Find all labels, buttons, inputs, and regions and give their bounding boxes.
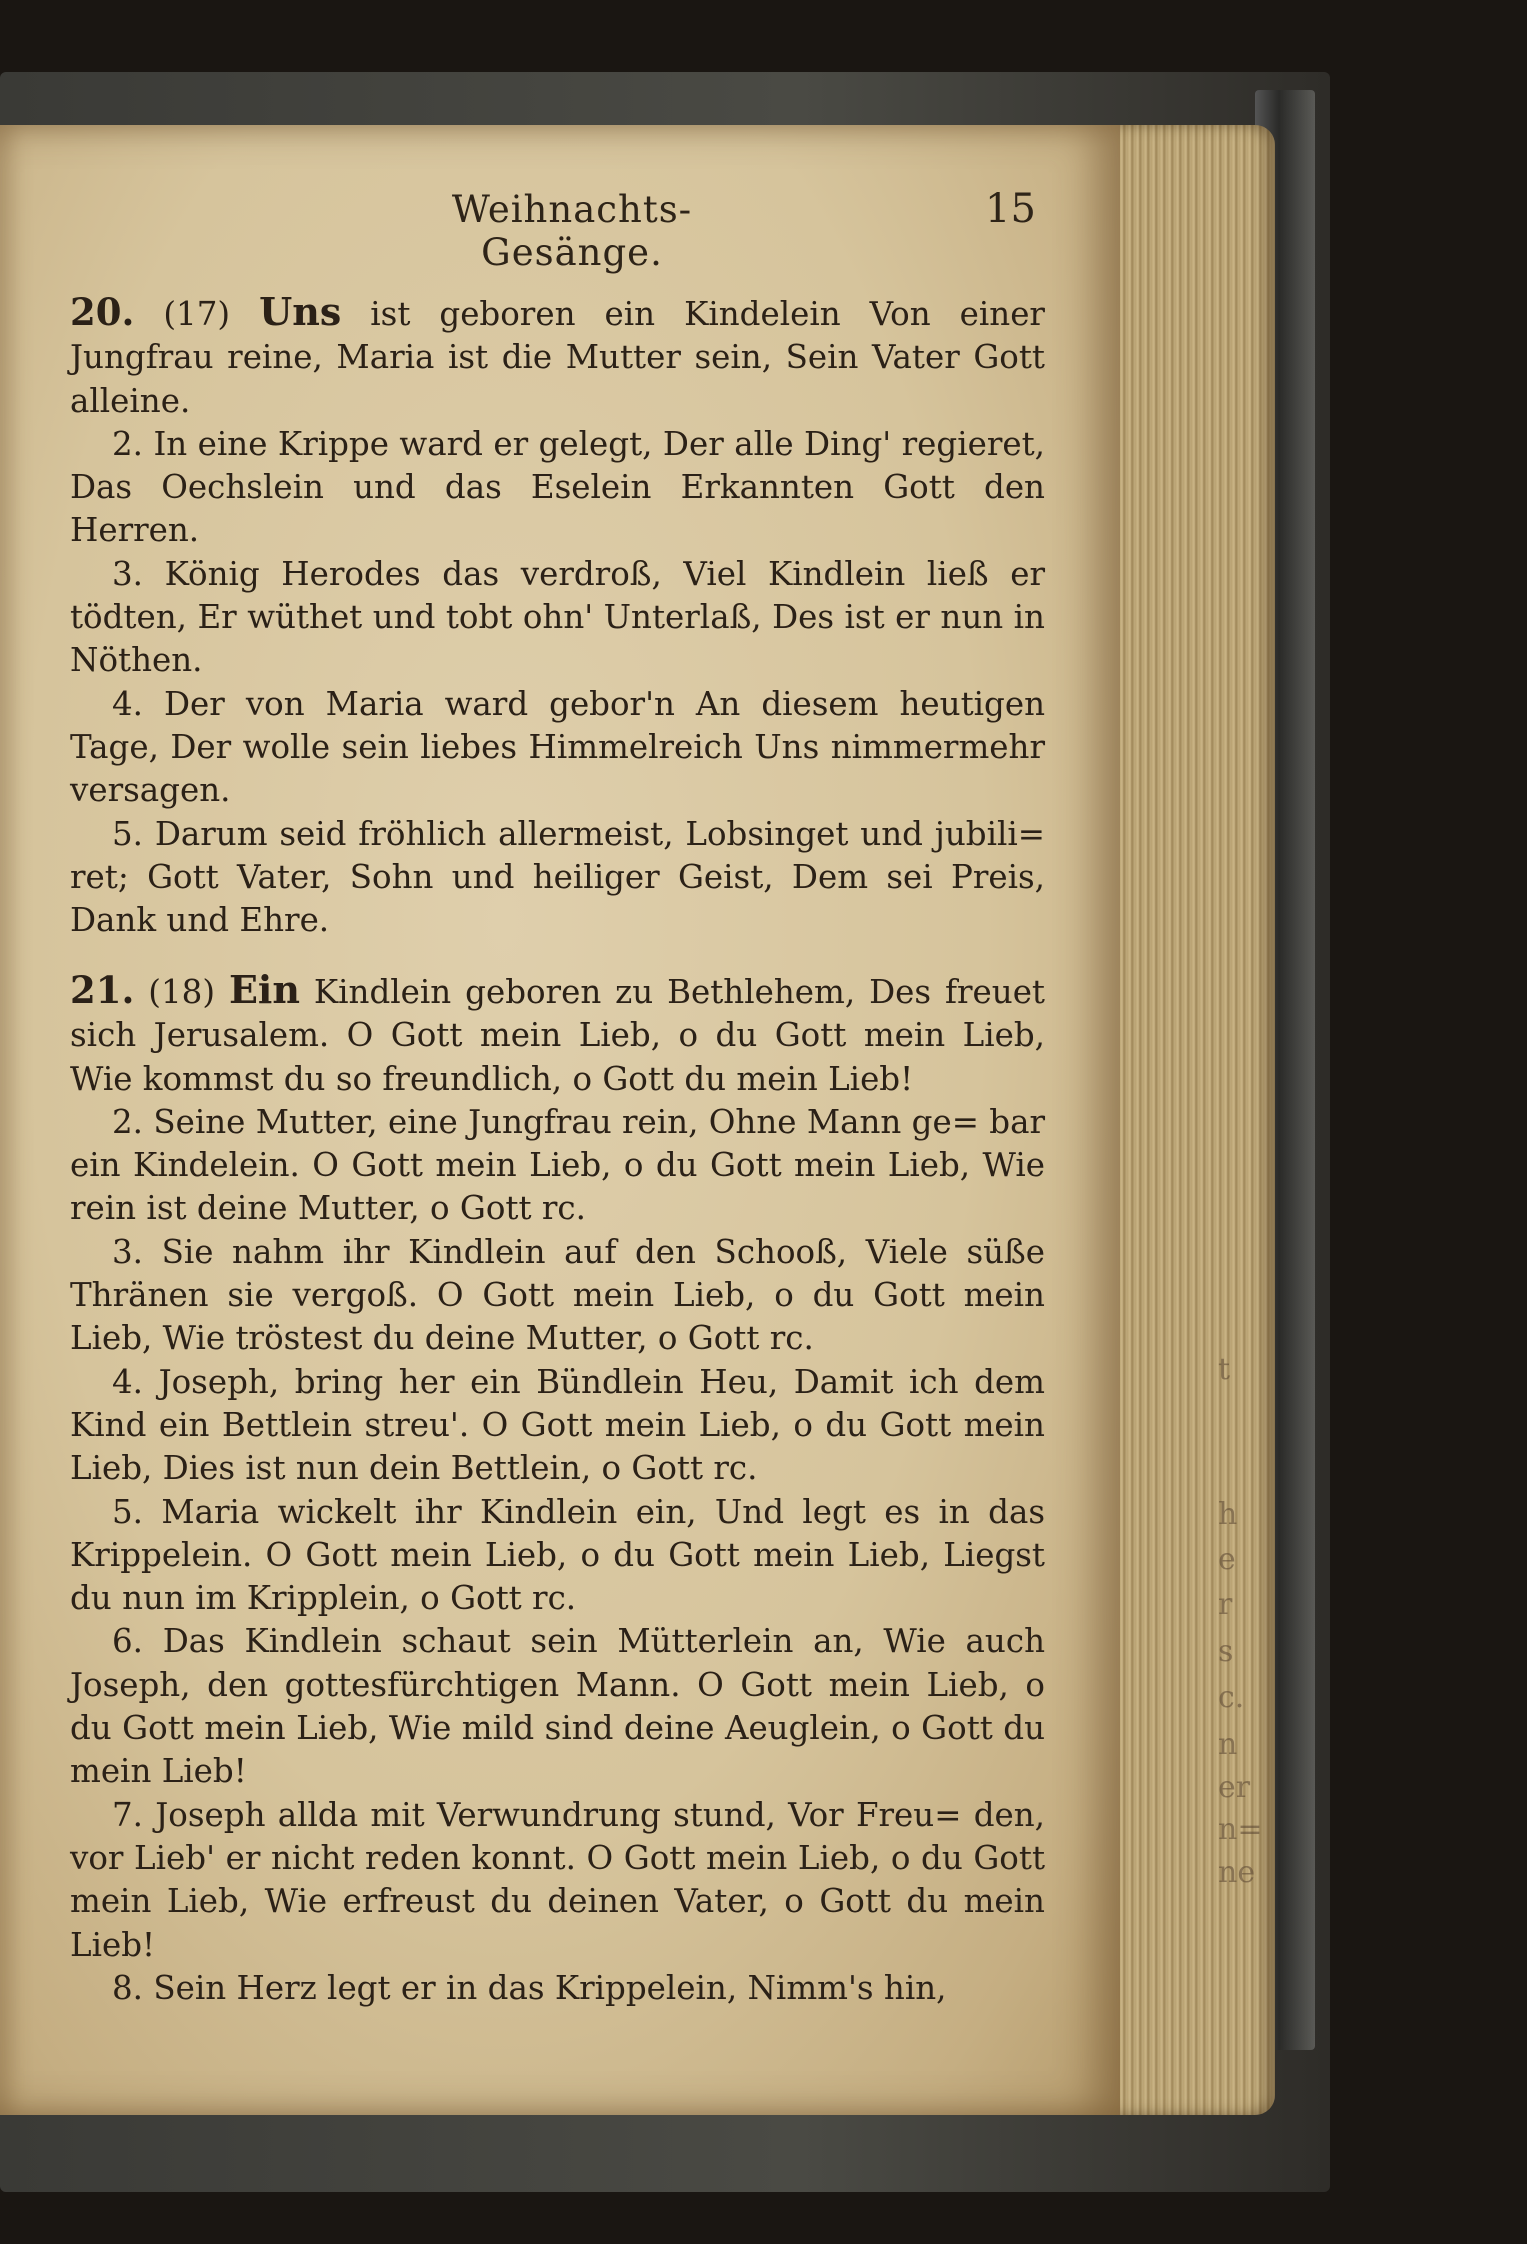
tune-reference: (17) (163, 295, 231, 333)
verse: 4. Joseph, bring her ein Bündlein Heu, Damit ich dem Kind ein Bettlein streu'. O Gott mein Lieb, o du Gott mein Lieb, Dies ist nun dein Bettlein, o Gott rc. (70, 1362, 1045, 1488)
verse: 8. Sein Herz legt er in das Krippelein, Nimm's hin, (112, 1968, 947, 2007)
bleed-through-text: t (1218, 1352, 1231, 1387)
verse-text: Kindlein geboren zu Bethlehem, Des freuet sich Jerusalem. O Gott mein Lieb, o du Gott mein Lieb, Wie kommst du so freundlich, o Gott du mein Lieb! (70, 973, 1045, 1098)
running-header: Weihnachts-Gesänge. (451, 188, 693, 274)
verse: 2. Seine Mutter, eine Jungfrau rein, Ohne Mann ge= bar ein Kindelein. O Gott mein Lieb, o du Gott mein Lieb, Wie rein ist deine Mutter, o Gott rc. (70, 1102, 1045, 1228)
verse-text: ist geboren ein Kindelein Von einer Jungfrau reine, Maria ist die Mutter sein, Sein Vater Gott alleine. (70, 295, 1045, 420)
bleed-through-text: n= (1218, 1812, 1263, 1847)
hymn-20 (70, 290, 1045, 942)
verse: 6. Das Kindlein schaut sein Mütterlein an, Wie auch Joseph, den gottesfürchtigen Mann. O Gott mein Lieb, o du Gott mein Lieb, Wie mild sind deine Aeuglein, o Gott du mein Lieb! (70, 1622, 1045, 1791)
hymn-first-verse (70, 290, 1045, 423)
bleed-through-text: e (1218, 1542, 1236, 1577)
verse: 4. Der von Maria ward gebor'n An diesem heutigen Tage, Der wolle sein liebes Himmelreich Uns nimmermehr versagen. (70, 684, 1045, 810)
bleed-through-text: n (1218, 1727, 1238, 1762)
verse: 3. König Herodes das verdroß, Viel Kindlein ließ er tödten, Er wüthet und tobt ohn' Unterlaß, Des ist er nun in Nöthen. (70, 554, 1045, 680)
verse: 7. Joseph allda mit Verwundrung stund, Vor Freu= den, vor Lieb' er nicht reden konnt. O Gott mein Lieb, o du Gott mein Lieb, Wie erfreust du deinen Vater, o Gott du mein Lieb! (70, 1795, 1045, 1964)
verse: 5. Maria wickelt ihr Kindlein ein, Und legt es in das Krippelein. O Gott mein Lieb, o du Gott mein Lieb, Liegst du nun im Kripplein, o Gott rc. (70, 1492, 1045, 1618)
verse: 3. Sie nahm ihr Kindlein auf den Schooß, Viele süße Thränen sie vergoß. O Gott mein Lieb, o du Gott mein Lieb, Wie tröstest du deine Mutter, o Gott rc. (70, 1232, 1045, 1358)
hymn-initial-word: Ein (228, 967, 300, 1012)
page-number: 15 (985, 186, 1036, 232)
hymn-first-verse (70, 968, 1045, 1101)
hymn-initial-word: Uns (259, 289, 342, 334)
bleed-through-text: s (1218, 1634, 1234, 1669)
bleed-through-text: h (1218, 1497, 1238, 1532)
bleed-through-text: c. (1218, 1680, 1245, 1715)
tune-reference: (18) (148, 973, 216, 1011)
hymn-21 (70, 968, 1045, 2010)
verse: 2. In eine Krippe ward er gelegt, Der alle Ding' regieret, Das Oechslein und das Eselein Erkannten Gott den Herren. (70, 424, 1045, 550)
bleed-through-text: ne (1218, 1855, 1256, 1890)
hymn-number: 20. (70, 290, 135, 334)
bleed-through-text: r (1218, 1587, 1233, 1622)
bleed-through-text: er (1218, 1770, 1251, 1805)
hymn-number: 21. (70, 968, 135, 1012)
verse: 5. Darum seid fröhlich allermeist, Lobsinget und jubili= ret; Gott Vater, Sohn und heiliger Geist, Dem sei Preis, Dank und Ehre. (70, 814, 1045, 940)
